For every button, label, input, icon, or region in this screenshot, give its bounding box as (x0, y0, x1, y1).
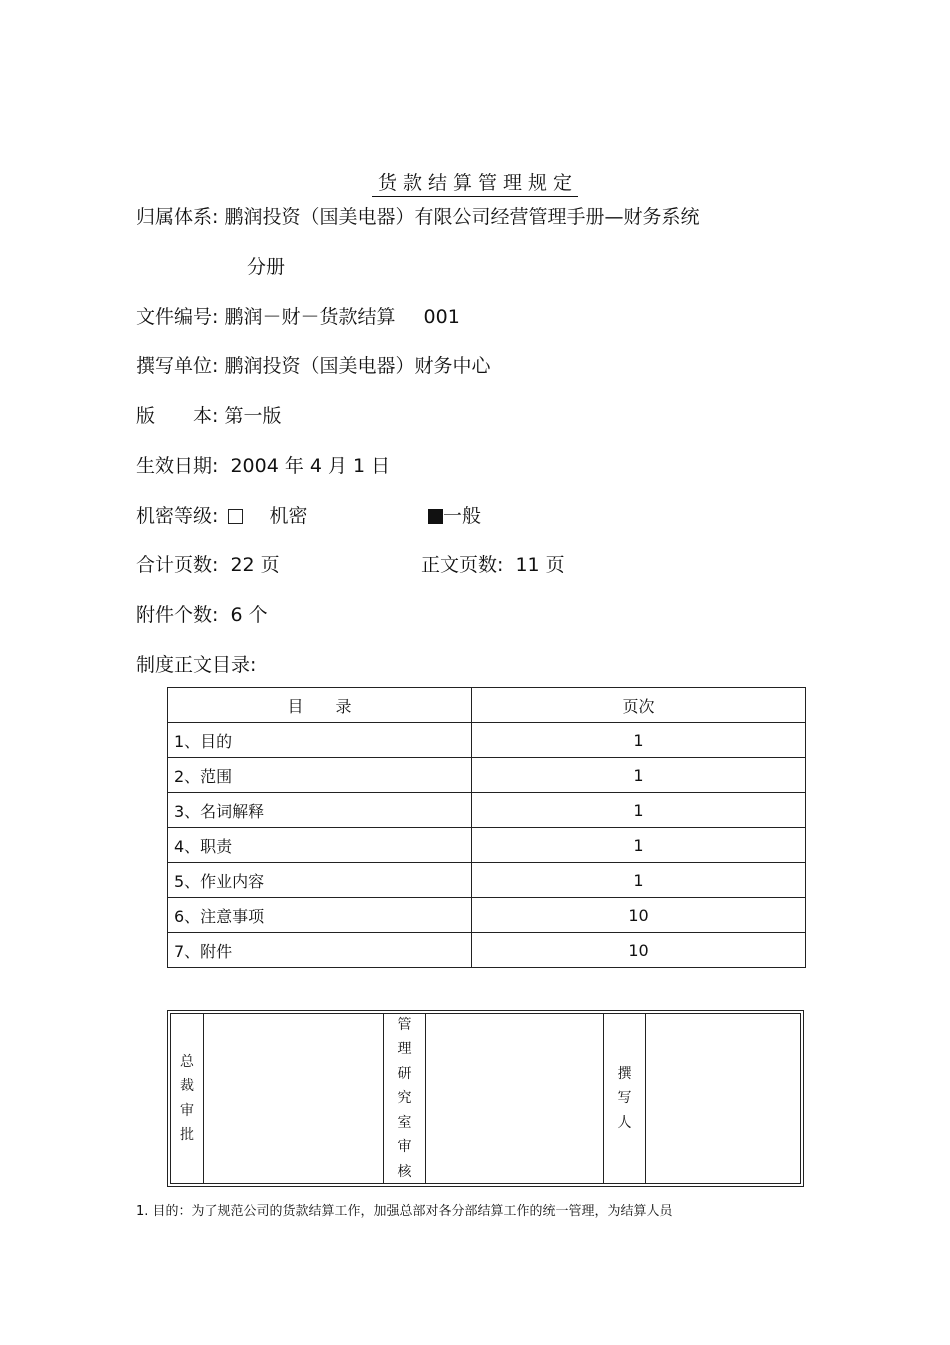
label-char: 批 (180, 1127, 194, 1143)
total-pages-label: 合计页数: (136, 554, 219, 576)
toc-row (168, 898, 806, 933)
secrecy-row (136, 501, 308, 528)
docno-row (136, 302, 460, 329)
signoff-label-author (604, 1014, 646, 1183)
label-char: 室 (397, 1114, 412, 1131)
total-pages-row (136, 550, 280, 577)
body-pages-label: 正文页数: (421, 554, 504, 576)
version-value: 第一版 (224, 405, 282, 427)
toc-row (168, 758, 806, 793)
system-value: 鹏润投资（国美电器）有限公司经营管理手册—财务系统 (224, 206, 700, 228)
toc-page: 1 (472, 723, 806, 758)
docno-label: 文件编号: (136, 306, 219, 328)
toc-item: 7、附件 (168, 933, 472, 968)
toc-header-contents: 目 录 (168, 688, 472, 723)
signoff-field-president[interactable] (204, 1014, 384, 1183)
secrecy-label: 机密等级: (136, 505, 219, 527)
toc-row (168, 793, 806, 828)
toc-label: 制度正文目录: (136, 654, 257, 676)
body-pages-row (421, 550, 565, 577)
label-char: 总 (180, 1053, 194, 1070)
toc-item: 3、名词解释 (168, 793, 472, 828)
signoff-label-review (384, 1014, 426, 1183)
label-char: 核 (397, 1163, 412, 1180)
purpose-paragraph: 1. 目的：为了规范公司的货款结算工作，加强总部对各分部结算工作的统一管理，为结算人员 (136, 1204, 673, 1219)
toc-row (168, 828, 806, 863)
effective-date-row (136, 451, 390, 478)
toc-item: 6、注意事项 (168, 898, 472, 933)
attachments-row (136, 600, 268, 627)
system-label: 归属体系: (136, 206, 219, 228)
toc-row (168, 863, 806, 898)
toc-item: 1、目的 (168, 723, 472, 758)
signoff-field-author[interactable] (646, 1014, 800, 1183)
author-unit-label: 撰写单位: (136, 355, 219, 377)
toc-page: 10 (472, 898, 806, 933)
label-char: 人 (617, 1114, 632, 1131)
label-char: 研 (397, 1065, 412, 1082)
toc-row (168, 723, 806, 758)
body-pages-value: 11 页 (515, 554, 565, 576)
effective-value: 2004 年 4 月 1 日 (230, 455, 391, 477)
signoff-table (167, 1010, 804, 1187)
toc-page: 1 (472, 793, 806, 828)
toc-item: 4、职责 (168, 828, 472, 863)
attachments-value: 6 个 (230, 604, 268, 626)
toc-row (168, 933, 806, 968)
label-char: 撰 (617, 1065, 632, 1082)
label-char: 究 (397, 1090, 412, 1107)
docno-value: 鹏润－财－货款结算 (224, 306, 396, 328)
system-row (136, 202, 699, 229)
author-unit-row (136, 351, 490, 378)
version-label: 版 本: (136, 405, 219, 427)
toc-page: 1 (472, 828, 806, 863)
label-char: 理 (397, 1041, 412, 1058)
label-char: 审 (397, 1139, 412, 1156)
attachments-label: 附件个数: (136, 604, 219, 626)
effective-label: 生效日期: (136, 455, 219, 477)
label-char: 管 (397, 1016, 412, 1033)
toc-item: 2、范围 (168, 758, 472, 793)
document-title (0, 168, 950, 195)
version-row (136, 401, 281, 428)
title-text: 货款结算管理规定 (372, 172, 578, 197)
total-pages-value: 22 页 (230, 554, 280, 576)
toc-page: 10 (472, 933, 806, 968)
secrecy-option-general: 一般 (443, 505, 482, 527)
toc-header-page: 页次 (472, 688, 806, 723)
checkbox-empty-icon[interactable] (228, 509, 243, 524)
label-char: 审 (180, 1102, 194, 1119)
toc-page: 1 (472, 863, 806, 898)
toc-item: 5、作业内容 (168, 863, 472, 898)
label-char: 写 (617, 1090, 632, 1107)
signoff-label-president (171, 1014, 204, 1183)
system-value-cont: 分册 (247, 256, 286, 278)
author-unit-value: 鹏润投资（国美电器）财务中心 (224, 355, 491, 377)
toc-table (167, 687, 806, 968)
secrecy-option-general-wrap (428, 501, 481, 528)
signoff-inner (170, 1013, 801, 1184)
toc-page: 1 (472, 758, 806, 793)
label-char: 裁 (180, 1078, 194, 1094)
toc-header-row (168, 688, 806, 723)
checkbox-filled-icon[interactable] (428, 509, 443, 524)
docno-number: 001 (423, 306, 460, 328)
secrecy-option-confidential: 机密 (269, 505, 308, 527)
signoff-field-review[interactable] (426, 1014, 604, 1183)
